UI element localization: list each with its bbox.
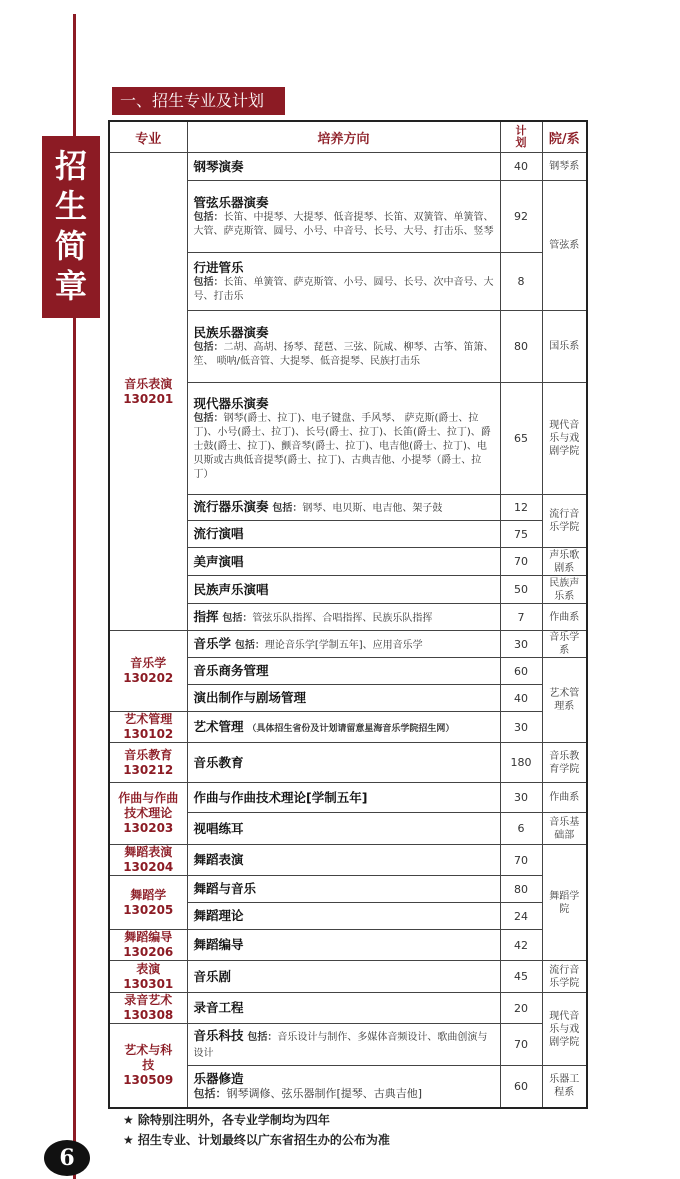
direction-desc — [194, 1087, 494, 1101]
plan-cell: 24 — [500, 903, 542, 930]
direction-cell — [187, 685, 500, 712]
major-cell — [109, 993, 187, 1024]
dept-cell: 管弦系 — [542, 181, 587, 311]
direction-cell — [187, 845, 500, 876]
plan-cell: 60 — [500, 1066, 542, 1108]
major-code: 130102 — [123, 727, 174, 741]
major-code: 130509 — [123, 1072, 174, 1087]
direction-desc-text: 音乐设计与制作、多媒体音频设计、歌曲创演与设计 — [193, 1032, 488, 1059]
direction-title: 音乐教育 — [193, 754, 244, 770]
direction-cell — [187, 181, 500, 253]
table-row — [109, 961, 587, 993]
dept-cell: 舞蹈学院 — [542, 845, 587, 961]
direction-cell — [187, 903, 500, 930]
major-cell — [109, 1024, 187, 1108]
direction-cell — [187, 658, 500, 685]
dept-cell: 钢琴系 — [542, 153, 587, 181]
direction-title: 现代器乐演奏 — [193, 395, 269, 411]
plan-cell: 70 — [500, 548, 542, 576]
plan-cell: 65 — [500, 383, 542, 495]
major-name: 音乐教育 — [124, 747, 173, 762]
header-direction: 培养方向 — [187, 121, 500, 153]
direction-cell — [187, 311, 500, 383]
direction-cell — [187, 783, 500, 813]
footnotes — [123, 1110, 390, 1150]
direction-cell — [187, 876, 500, 903]
plan-cell: 40 — [500, 685, 542, 712]
dept-cell: 国乐系 — [542, 311, 587, 383]
direction-cell — [187, 712, 500, 743]
include-label: 包括： — [193, 1087, 227, 1101]
major-name: 艺术与科技 — [124, 1042, 173, 1072]
direction-cell — [187, 604, 500, 631]
table-header-row — [109, 121, 587, 153]
dept-cell: 音乐教育学院 — [542, 743, 587, 783]
direction-cell — [187, 548, 500, 576]
major-cell — [109, 876, 187, 930]
major-code: 130308 — [123, 1008, 174, 1022]
direction-desc-text: 钢琴调修、弦乐器制作[提琴、古典吉他] — [226, 1087, 423, 1101]
direction-title: 音乐学 — [193, 635, 232, 651]
include-label: 包括： — [193, 211, 224, 223]
major-cell — [109, 961, 187, 993]
plan-cell: 6 — [500, 813, 542, 845]
direction-cell — [187, 1024, 500, 1066]
major-name: 舞蹈编导 — [124, 930, 173, 944]
direction-cell — [187, 495, 500, 521]
plan-cell: 70 — [500, 845, 542, 876]
major-code: 130206 — [123, 945, 174, 959]
plan-cell: 30 — [500, 631, 542, 658]
plan-cell: 8 — [500, 253, 542, 311]
direction-desc — [235, 640, 423, 651]
dept-cell: 现代音乐与戏剧学院 — [542, 993, 587, 1066]
direction-title: 舞蹈编导 — [193, 937, 244, 952]
direction-cell — [187, 253, 500, 311]
direction-title: 钢琴演奏 — [193, 158, 244, 174]
major-code: 130203 — [123, 821, 174, 835]
plan-cell: 70 — [500, 1024, 542, 1066]
plan-cell: 50 — [500, 576, 542, 604]
major-code: 130212 — [123, 762, 174, 777]
plan-cell: 80 — [500, 876, 542, 903]
direction-desc-text: 管弦乐队指挥、合唱指挥、民族乐队指挥 — [252, 612, 433, 624]
direction-cell — [187, 993, 500, 1024]
major-name: 音乐表演 — [124, 376, 173, 391]
dept-cell: 作曲系 — [542, 604, 587, 631]
direction-title: 美声演唱 — [193, 553, 244, 569]
plan-cell: 45 — [500, 961, 542, 993]
plan-cell: 12 — [500, 495, 542, 521]
direction-desc — [194, 341, 494, 369]
plan-cell: 80 — [500, 311, 542, 383]
table-row — [109, 876, 587, 903]
major-code: 130202 — [123, 671, 174, 685]
footnote: ★ 除特别注明外，各专业学制均为四年 — [123, 1113, 330, 1127]
direction-desc-text: 长笛、单簧管、萨克斯管、小号、圆号、长号、次中音号、大号、打击乐 — [193, 276, 494, 302]
table-row — [109, 1024, 587, 1066]
plan-cell: 75 — [500, 521, 542, 548]
direction-cell — [187, 631, 500, 658]
direction-title: 录音工程 — [193, 1000, 244, 1015]
dept-cell: 流行音乐学院 — [542, 495, 587, 548]
include-label: 包括： — [193, 412, 224, 424]
major-name: 录音艺术 — [124, 993, 173, 1007]
major-code: 130301 — [123, 976, 174, 991]
direction-cell — [187, 743, 500, 783]
table-row — [109, 743, 587, 783]
major-cell — [109, 783, 187, 845]
side-title-char: 简 — [54, 227, 87, 265]
table-row — [109, 993, 587, 1024]
direction-title: 音乐剧 — [193, 968, 232, 984]
direction-title: 作曲与作曲技术理论[学制五年] — [193, 789, 368, 805]
direction-title: 流行演唱 — [193, 526, 244, 541]
include-label: 包括： — [193, 276, 224, 288]
major-name: 艺术管理 — [124, 712, 173, 726]
direction-desc-text: （具体招生省份及计划请留意星海音乐学院招生网） — [247, 723, 455, 734]
plan-cell: 40 — [500, 153, 542, 181]
direction-desc — [194, 412, 494, 482]
major-code: 130201 — [123, 391, 174, 406]
major-cell — [109, 631, 187, 712]
direction-title: 乐器修造 — [193, 1071, 244, 1087]
dept-cell: 艺术管理系 — [542, 658, 587, 743]
direction-cell — [187, 383, 500, 495]
plan-cell: 7 — [500, 604, 542, 631]
side-title-char: 生 — [54, 187, 87, 225]
plan-cell: 42 — [500, 930, 542, 961]
direction-title: 音乐商务管理 — [193, 663, 269, 678]
major-cell — [109, 743, 187, 783]
dept-cell: 作曲系 — [542, 783, 587, 813]
plan-cell: 180 — [500, 743, 542, 783]
direction-cell — [187, 930, 500, 961]
direction-desc-text: 二胡、高胡、扬琴、琵琶、三弦、阮咸、柳琴、古筝、笛箫、笙、 唢呐/低音管、大提琴、低音提琴、民族打击乐 — [193, 341, 494, 367]
dept-cell: 声乐歌剧系 — [542, 548, 587, 576]
direction-cell — [187, 961, 500, 993]
direction-desc — [222, 613, 432, 624]
major-code: 130204 — [123, 860, 174, 874]
include-label: 包括： — [222, 612, 253, 624]
enrollment-table — [108, 120, 588, 1109]
include-label: 包括： — [193, 341, 224, 353]
direction-title: 管弦乐器演奏 — [193, 194, 269, 210]
dept-cell: 音乐基础部 — [542, 813, 587, 845]
plan-cell: 30 — [500, 712, 542, 743]
major-cell — [109, 930, 187, 961]
major-cell — [109, 845, 187, 876]
footnote: ★ 招生专业、计划最终以广东省招生办的公布为准 — [123, 1133, 390, 1147]
direction-title: 视唱练耳 — [193, 820, 244, 836]
dept-cell: 乐器工程系 — [542, 1066, 587, 1108]
direction-desc — [194, 276, 494, 304]
header-major: 专业 — [109, 121, 187, 153]
header-dept: 院/系 — [542, 121, 587, 153]
direction-desc-text: 钢琴(爵士、拉丁)、电子键盘、手风琴、 萨克斯(爵士、拉丁)、小号(爵士、拉丁)、长号(爵士、拉丁)、长笛(爵士、拉丁)、爵士鼓(爵士、拉丁)、颤音琴(爵士、拉丁)、电吉他(爵士、拉丁)、电贝斯或古典低音提琴(爵士、拉丁)、古典吉他、小提琴（爵士、拉丁） — [193, 412, 491, 480]
direction-title: 流行器乐演奏 — [193, 499, 269, 514]
direction-desc — [194, 211, 494, 239]
direction-cell — [187, 153, 500, 181]
direction-title: 音乐科技 — [193, 1028, 244, 1043]
table-row — [109, 845, 587, 876]
major-name: 作曲与作曲技术理论 — [118, 791, 179, 820]
direction-title: 舞蹈表演 — [193, 852, 244, 867]
major-name: 音乐学 — [130, 656, 167, 670]
side-title-char: 章 — [54, 267, 87, 305]
side-title-tab — [42, 136, 100, 318]
dept-cell: 民族声乐系 — [542, 576, 587, 604]
header-plan-text: 计划 — [515, 124, 527, 149]
plan-cell: 92 — [500, 181, 542, 253]
major-name: 舞蹈学 — [130, 887, 167, 902]
plan-cell: 30 — [500, 783, 542, 813]
major-code: 130205 — [123, 902, 174, 917]
include-label: 包括： — [272, 503, 303, 514]
direction-title: 指挥 — [193, 608, 219, 624]
major-name: 舞蹈表演 — [124, 845, 173, 859]
side-title-char: 招 — [54, 147, 87, 185]
dept-cell: 流行音乐学院 — [542, 961, 587, 993]
direction-desc — [272, 503, 442, 514]
major-cell — [109, 712, 187, 743]
plan-cell: 20 — [500, 993, 542, 1024]
page-number: 6 — [44, 1140, 90, 1176]
table-row — [109, 712, 587, 743]
dept-cell: 现代音乐与戏剧学院 — [542, 383, 587, 495]
table-row — [109, 930, 587, 961]
table-row — [109, 631, 587, 658]
major-cell — [109, 153, 187, 631]
header-plan — [500, 121, 542, 153]
direction-title: 舞蹈与音乐 — [193, 881, 257, 896]
section-title: 一、招生专业及计划 — [112, 87, 285, 115]
direction-title: 行进管乐 — [193, 259, 244, 275]
direction-title: 舞蹈理论 — [193, 908, 244, 923]
direction-title: 艺术管理 — [193, 718, 244, 734]
dept-cell: 音乐学系 — [542, 631, 587, 658]
table-row — [109, 153, 587, 181]
direction-title: 民族乐器演奏 — [193, 324, 269, 340]
direction-cell — [187, 813, 500, 845]
direction-desc-text: 理论音乐学[学制五年]、应用音乐学 — [264, 639, 423, 651]
major-name: 表演 — [136, 961, 161, 976]
direction-desc-text: 钢琴、电贝斯、电吉他、架子鼓 — [302, 503, 443, 514]
include-label: 包括： — [247, 1032, 278, 1043]
plan-cell: 60 — [500, 658, 542, 685]
direction-title: 演出制作与剧场管理 — [193, 690, 307, 705]
direction-cell — [187, 576, 500, 604]
direction-cell — [187, 1066, 500, 1108]
direction-title: 民族声乐演唱 — [193, 581, 269, 597]
direction-cell — [187, 521, 500, 548]
include-label: 包括： — [234, 639, 265, 651]
direction-desc-text: 长笛、中提琴、大提琴、低音提琴、长笛、双簧管、单簧管、大管、萨克斯管、圆号、小号、中音号、长号、大号、打击乐、竖琴 — [193, 211, 494, 237]
table-row — [109, 783, 587, 813]
